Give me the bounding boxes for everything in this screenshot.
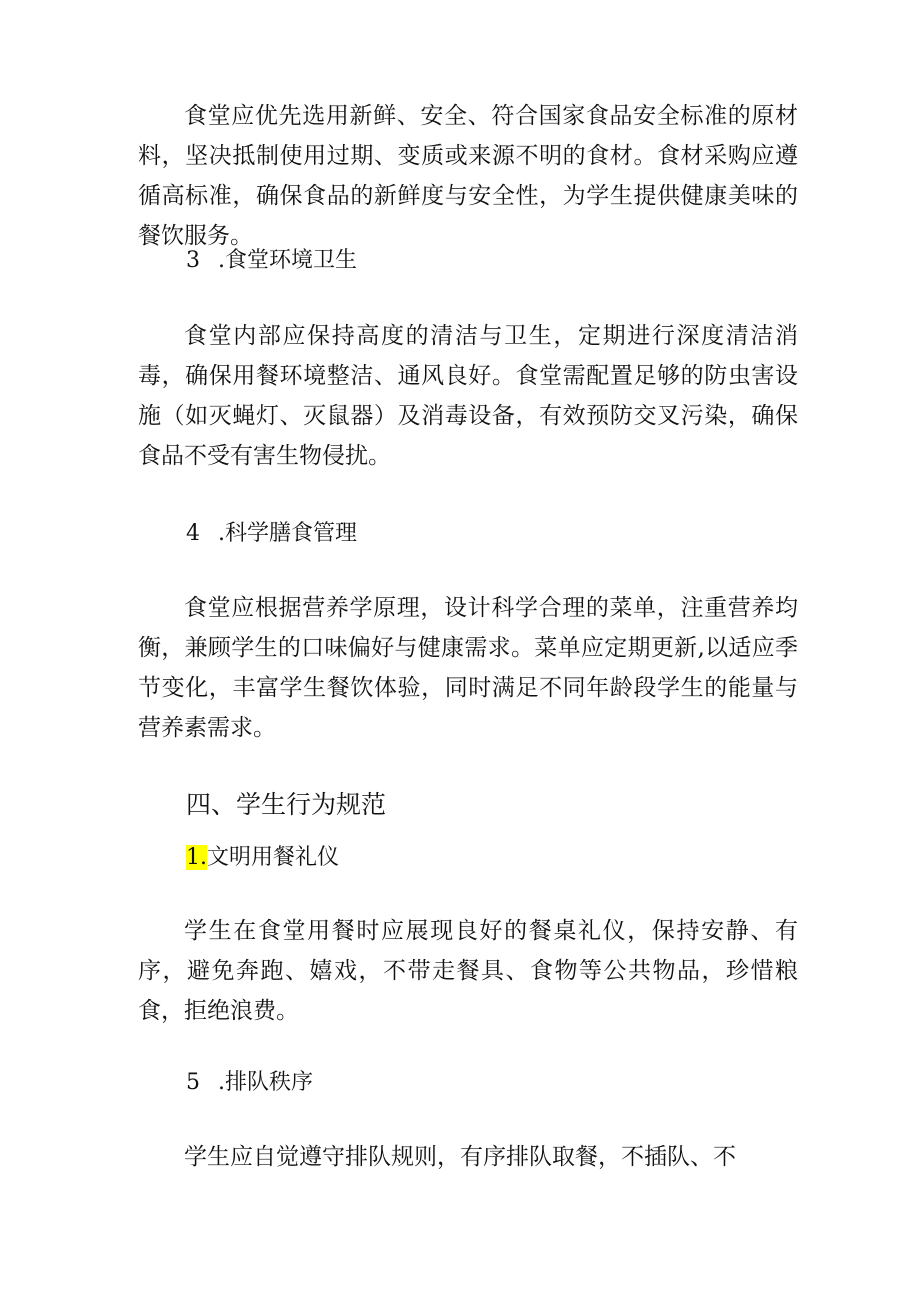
- heading-dining-etiquette: [186, 843, 339, 873]
- heading-number: 4: [186, 521, 200, 546]
- heading-text: .科学膳食管理: [218, 521, 357, 546]
- paragraph-diet: 食堂应根据营养学原理，设计科学合理的菜单，注重营养均衡，兼顾学生的口味偏好与健康需求。菜单应定期更新,以适应季节变化，丰富学生餐饮体验，同时满足不同年龄段学生的能量与营养素需求。: [138, 595, 798, 741]
- heading-canteen-hygiene: [186, 246, 357, 276]
- paragraph-hygiene: 食堂内部应保持高度的清洁与卫生，定期进行深度清洁消毒，确保用餐环境整洁、通风良好。食堂需配置足够的防虫害设施（如灭蝇灯、灭鼠器）及消毒设备，有效预防交叉污染，确保食品不受有害生物侵扰。: [138, 323, 798, 469]
- heading-number-highlighted: 1.: [186, 845, 207, 870]
- heading-text: .排队秩序: [218, 1070, 313, 1095]
- heading-number: 5: [186, 1070, 200, 1095]
- heading-text: 文明用餐礼仪: [207, 845, 340, 870]
- paragraph-queue: 学生应自觉遵守排队规则，有序排队取餐，不插队、不: [184, 1144, 736, 1170]
- heading-diet-management: [186, 519, 357, 549]
- paragraph-etiquette: 学生在食堂用餐时应展现良好的餐桌礼仪，保持安静、有序，避免奔跑、嬉戏，不带走餐具、食物等公共物品，珍惜粮食，拒绝浪费。: [138, 918, 798, 1024]
- paragraph-ingredients: 食堂应优先选用新鲜、安全、符合国家食品安全标准的原材料，坚决抵制使用过期、变质或来源不明的食材。食材采购应遵循高标准，确保食品的新鲜度与安全性，为学生提供健康美味的餐饮服务。: [138, 103, 798, 249]
- heading-text: .食堂环境卫生: [218, 248, 357, 273]
- heading-number: 3: [186, 248, 200, 273]
- section-title-student-conduct: 四、学生行为规范: [186, 790, 387, 819]
- heading-queue-order: [186, 1068, 313, 1098]
